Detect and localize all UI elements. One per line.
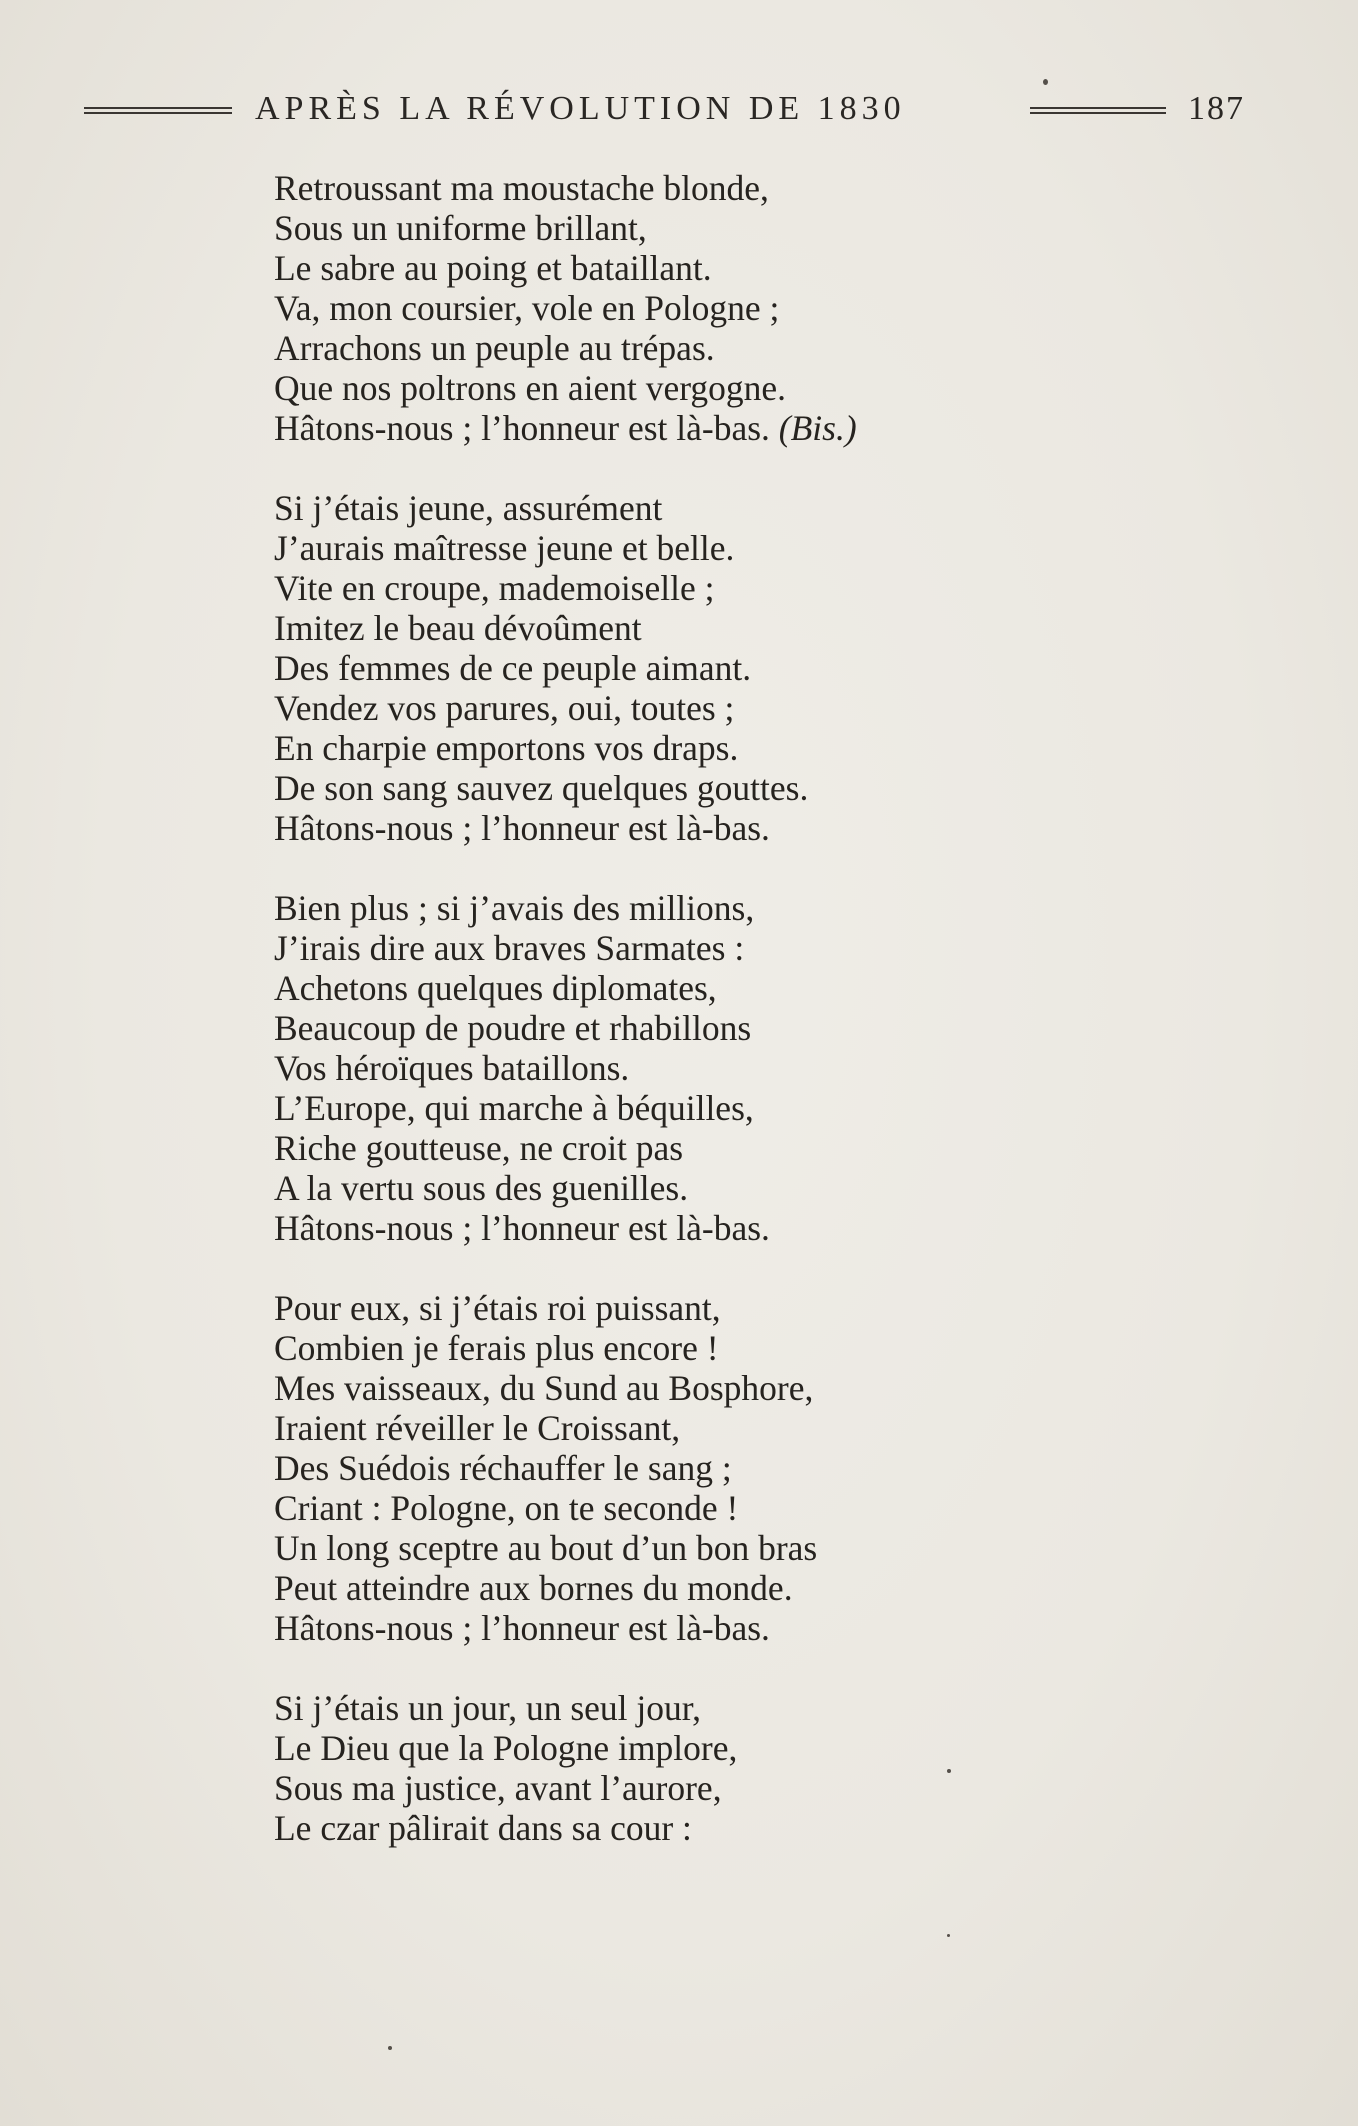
verse-line (274, 888, 1274, 928)
verse-line (274, 528, 1274, 568)
verse-line-text: Mes vaisseaux, du Sund au Bosphore, (274, 1368, 814, 1408)
verse-line (274, 1768, 1274, 1808)
verse-line (274, 368, 1274, 408)
verse-line-text: Imitez le beau dévoûment (274, 608, 642, 648)
stanza (274, 488, 1274, 848)
verse-line-text: Si j’étais jeune, assurément (274, 488, 663, 528)
verse-line-text: J’aurais maîtresse jeune et belle. (274, 528, 735, 568)
verse-line (274, 1808, 1274, 1848)
verse-line (274, 928, 1274, 968)
verse-line (274, 1568, 1274, 1608)
verse-line (274, 968, 1274, 1008)
verse-line (274, 1048, 1274, 1088)
verse-line-text: Un long sceptre au bout d’un bon bras (274, 1528, 818, 1568)
verse-line (274, 1288, 1274, 1328)
header-rule-right (1030, 107, 1166, 114)
poem-body (274, 168, 1274, 1888)
verse-line (274, 568, 1274, 608)
verse-line (274, 1728, 1274, 1768)
verse-line-text: Peut atteindre aux bornes du monde. (274, 1568, 793, 1608)
stanza (274, 888, 1274, 1248)
verse-line-text: Vendez vos parures, oui, toutes ; (274, 688, 735, 728)
verse-line (274, 208, 1274, 248)
verse-line (274, 808, 1274, 848)
verse-line (274, 688, 1274, 728)
verse-line-text: J’irais dire aux braves Sarmates : (274, 928, 745, 968)
page-number: 187 (1188, 90, 1245, 127)
verse-line-text: Achetons quelques diplomates, (274, 968, 717, 1008)
verse-line-text: Retroussant ma moustache blonde, (274, 168, 769, 208)
verse-line-text: En charpie emportons vos draps. (274, 728, 739, 768)
print-speck (947, 1769, 951, 1773)
verse-line-text: Bien plus ; si j’avais des millions, (274, 888, 755, 928)
verse-line-text: Iraient réveiller le Croissant, (274, 1408, 681, 1448)
verse-line-text: Riche goutteuse, ne croit pas (274, 1128, 684, 1168)
verse-line-text: Le czar pâlirait dans sa cour : (274, 1808, 692, 1848)
running-title: APRÈS LA RÉVOLUTION DE 1830 (255, 90, 906, 127)
verse-line (274, 608, 1274, 648)
verse-line-text: A la vertu sous des guenilles. (274, 1168, 689, 1208)
print-speck (388, 2046, 392, 2050)
verse-line (274, 1448, 1274, 1488)
verse-line-text: Le sabre au poing et bataillant. (274, 248, 712, 288)
verse-line (274, 1208, 1274, 1248)
verse-line (274, 168, 1274, 208)
verse-line (274, 1328, 1274, 1368)
verse-line (274, 1408, 1274, 1448)
verse-line-text: Pour eux, si j’étais roi puissant, (274, 1288, 721, 1328)
verse-line-text: Beaucoup de poudre et rhabillons (274, 1008, 752, 1048)
verse-line (274, 288, 1274, 328)
verse-line (274, 1128, 1274, 1168)
refrain-note: (Bis.) (778, 408, 857, 448)
verse-line-text: Criant : Pologne, on te seconde ! (274, 1488, 739, 1528)
header-rule-left (84, 107, 232, 114)
verse-line (274, 1088, 1274, 1128)
verse-line-text: Que nos poltrons en aient vergogne. (274, 368, 787, 408)
verse-line-text: Vos héroïques bataillons. (274, 1048, 630, 1088)
verse-line (274, 408, 1274, 448)
verse-line (274, 1688, 1274, 1728)
verse-line (274, 1608, 1274, 1648)
verse-line-text: Sous un uniforme brillant, (274, 208, 647, 248)
verse-line-text: Va, mon coursier, vole en Pologne ; (274, 288, 780, 328)
verse-line-text: De son sang sauvez quelques gouttes. (274, 768, 809, 808)
verse-line (274, 328, 1274, 368)
verse-line-text: L’Europe, qui marche à béquilles, (274, 1088, 754, 1128)
verse-line (274, 728, 1274, 768)
verse-line (274, 1488, 1274, 1528)
verse-line (274, 1368, 1274, 1408)
verse-line-text: Le Dieu que la Pologne implore, (274, 1728, 738, 1768)
verse-line-text: Vite en croupe, mademoiselle ; (274, 568, 715, 608)
verse-line-text: Sous ma justice, avant l’aurore, (274, 1768, 722, 1808)
print-speck (1043, 79, 1048, 85)
stanza (274, 1288, 1274, 1648)
stanza (274, 168, 1274, 448)
verse-line (274, 1168, 1274, 1208)
verse-line (274, 488, 1274, 528)
verse-line-text: Hâtons-nous ; l’honneur est là-bas. (274, 1608, 770, 1648)
verse-line-text: Combien je ferais plus encore ! (274, 1328, 719, 1368)
verse-line (274, 1528, 1274, 1568)
verse-line-text: Hâtons-nous ; l’honneur est là-bas. (274, 1208, 770, 1248)
stanza (274, 1688, 1274, 1848)
verse-line (274, 648, 1274, 688)
print-speck (947, 1934, 950, 1937)
verse-line-text: Si j’étais un jour, un seul jour, (274, 1688, 702, 1728)
verse-line-text: Des femmes de ce peuple aimant. (274, 648, 752, 688)
verse-line-text: Hâtons-nous ; l’honneur est là-bas. (274, 408, 770, 448)
verse-line-text: Des Suédois réchauffer le sang ; (274, 1448, 732, 1488)
verse-line-text: Arrachons un peuple au trépas. (274, 328, 715, 368)
running-header (80, 84, 1245, 134)
verse-line (274, 768, 1274, 808)
verse-line (274, 248, 1274, 288)
verse-line-text: Hâtons-nous ; l’honneur est là-bas. (274, 808, 770, 848)
verse-line (274, 1008, 1274, 1048)
